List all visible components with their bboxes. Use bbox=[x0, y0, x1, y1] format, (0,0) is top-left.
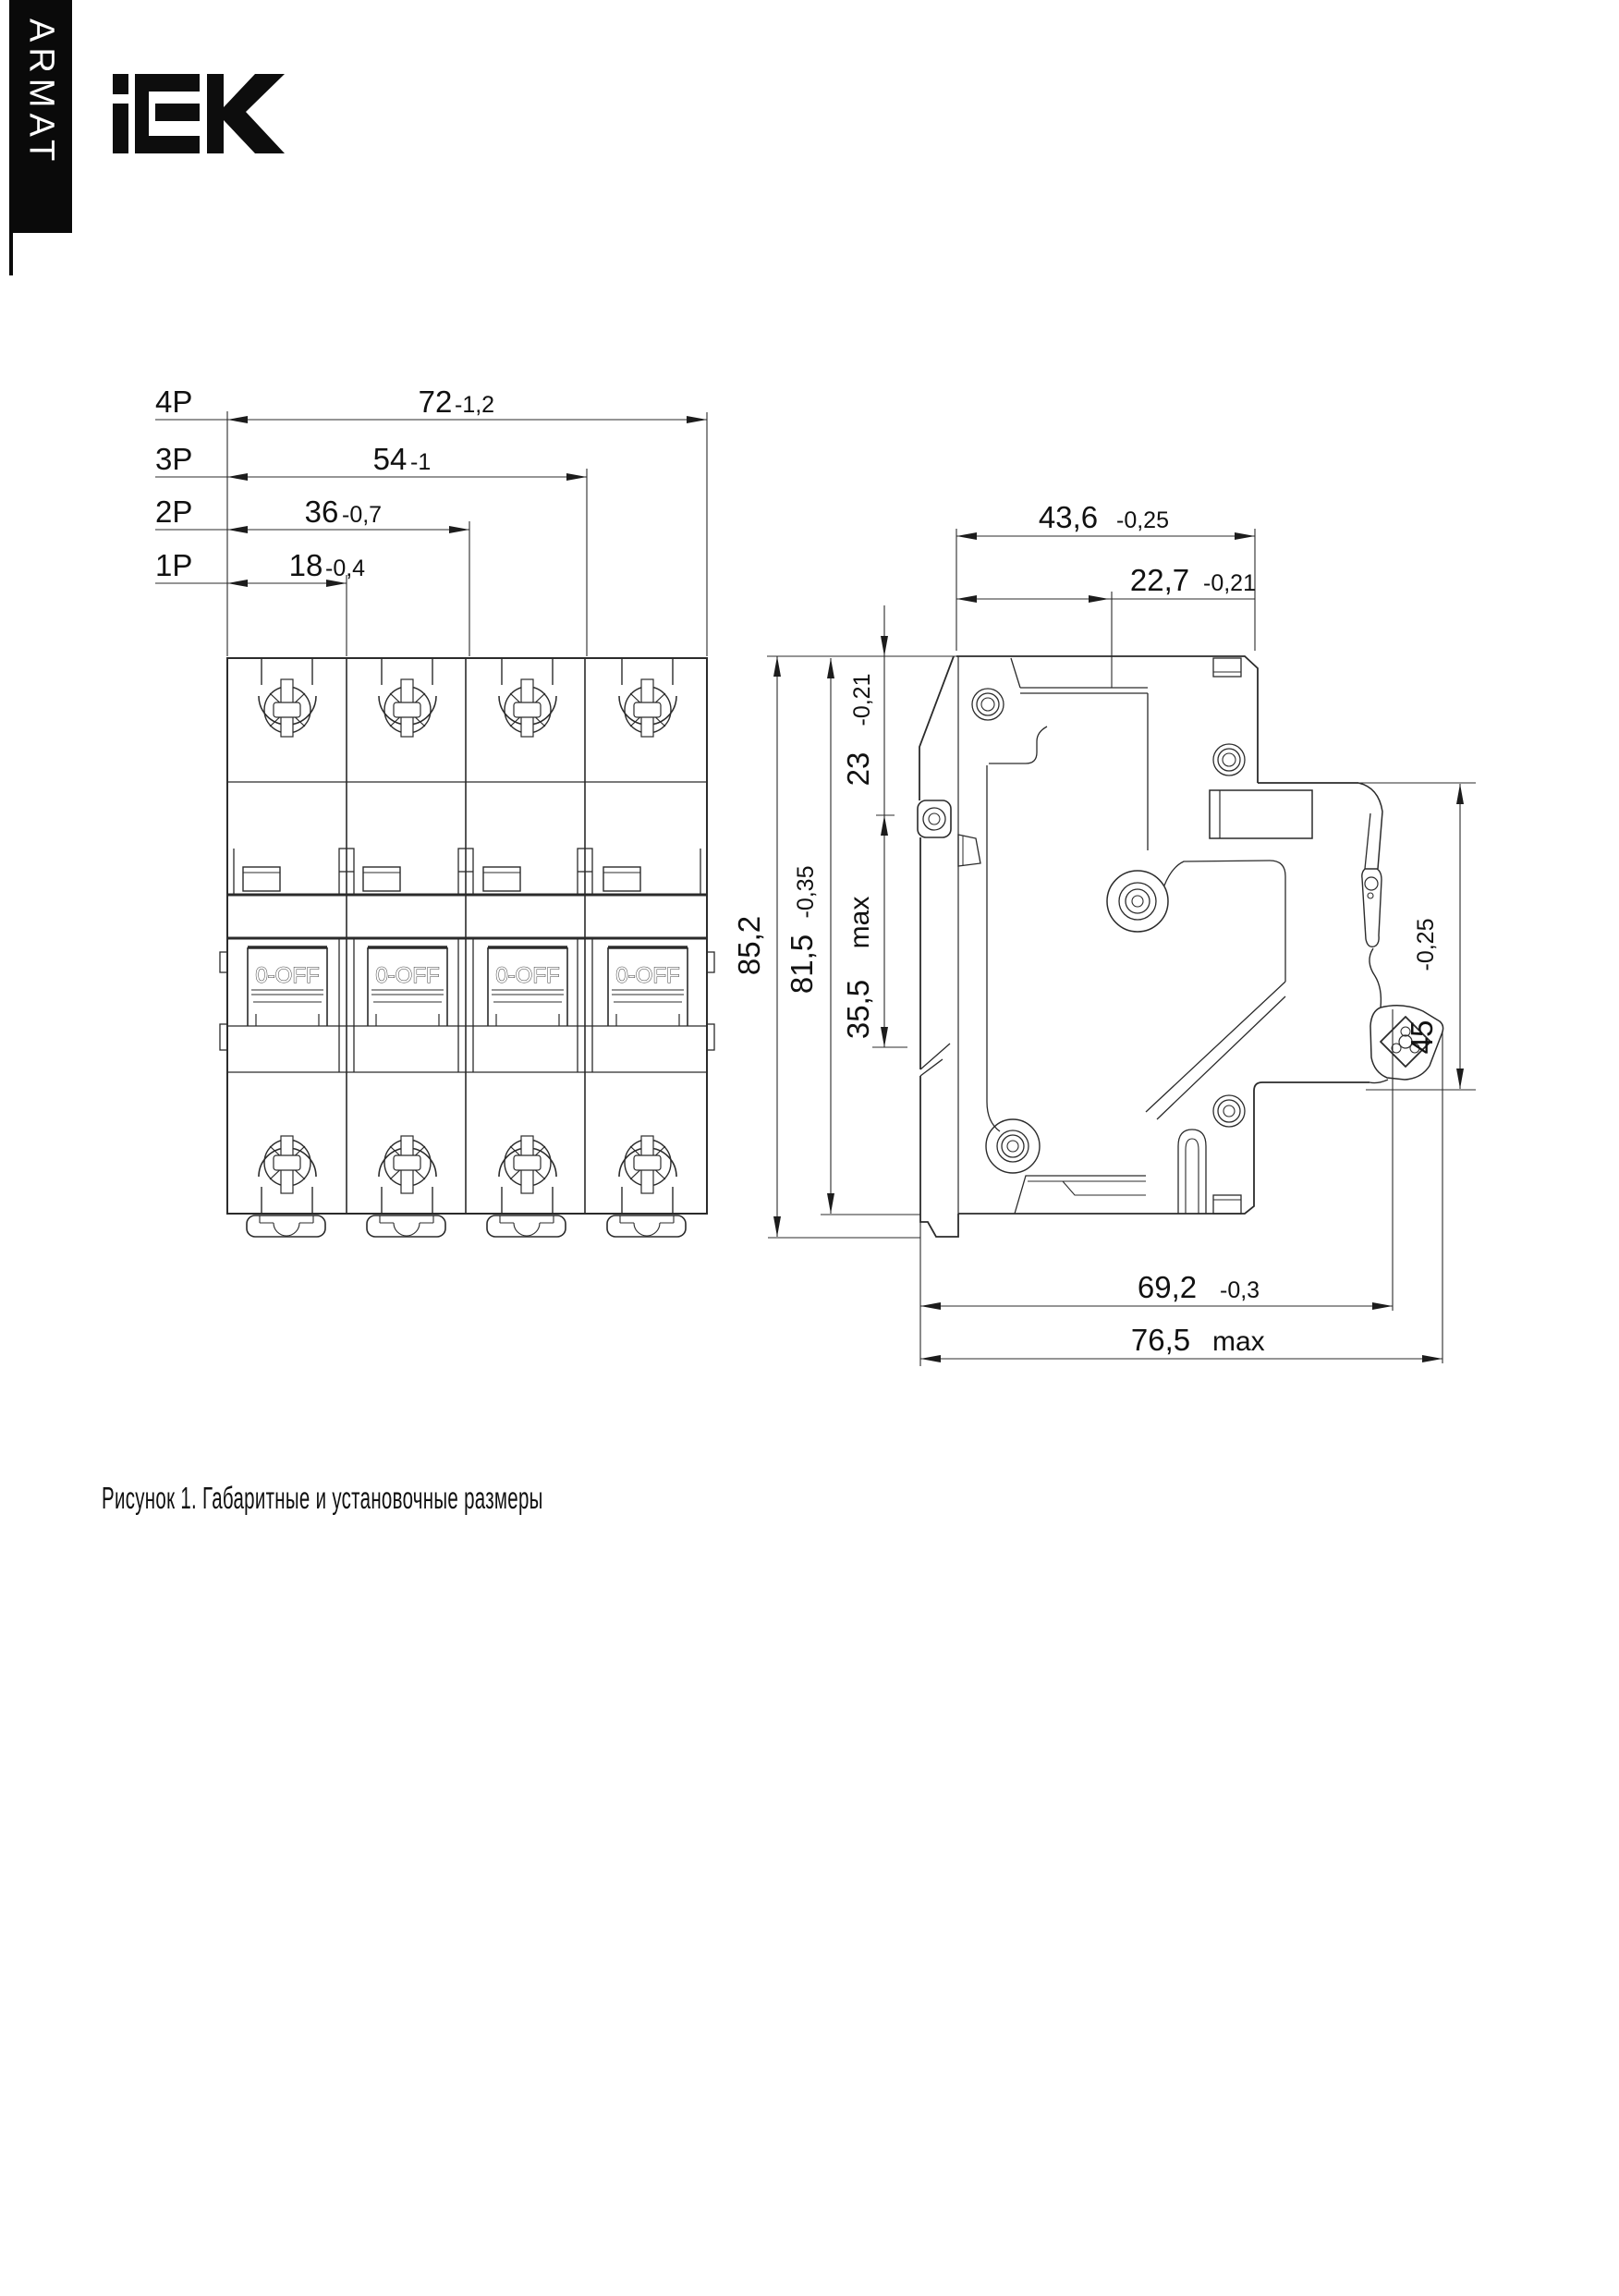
dim-depth: 69,2 bbox=[1137, 1270, 1198, 1304]
dim-depth-top: 43,6 bbox=[1038, 500, 1099, 534]
dim-front-height-tol: -0,25 bbox=[1413, 918, 1439, 971]
pole-label-1p: 1P bbox=[155, 548, 193, 582]
dim-depth-total-suffix: max bbox=[1212, 1326, 1265, 1357]
pole-label-4p: 4P bbox=[155, 385, 193, 419]
pole-label-3p: 3P bbox=[155, 442, 193, 476]
dim-hole-offset: 23 bbox=[841, 751, 875, 787]
pole-label-2p: 2P bbox=[155, 495, 193, 529]
dim-width-1p-tol: -0,4 bbox=[325, 556, 366, 581]
dim-width-4p-tol: -1,2 bbox=[455, 392, 495, 418]
dim-width-2p-tol: -0,7 bbox=[342, 502, 383, 528]
dim-width-3p: 54 bbox=[372, 442, 408, 476]
dim-front-height: 45 bbox=[1405, 1020, 1439, 1055]
armat-label: ARMAT bbox=[21, 18, 61, 167]
dim-height: 81,5 bbox=[785, 934, 819, 995]
dim-height-tol: -0,35 bbox=[793, 865, 819, 919]
dim-slot: 35,5 bbox=[841, 979, 875, 1040]
dim-depth-inner-tol: -0,21 bbox=[1203, 570, 1256, 596]
figure-caption: Рисунок 1. Габаритные и установочные размеры bbox=[102, 1481, 543, 1515]
front-view bbox=[155, 385, 714, 1237]
side-view-dimensions bbox=[732, 500, 1476, 1366]
dim-hole-offset-tol: -0,21 bbox=[849, 673, 875, 727]
dim-slot-suffix: max bbox=[845, 896, 875, 949]
dim-width-1p: 18 bbox=[288, 548, 323, 582]
dim-width-3p-tol: -1 bbox=[410, 449, 432, 475]
dim-depth-total: 76,5 bbox=[1130, 1323, 1191, 1357]
dim-width-4p: 72 bbox=[418, 385, 453, 419]
front-view-dimensions bbox=[155, 385, 707, 656]
dimensional-drawing: 0-OFF 4P 3P 2P 1P 72 -1,2 54 -1 36 -0,7 18 -0,4 43,6 -0,25 22,7 -0,21 23 -0,21 35,5 max 81,5 -0,35 85,2 45 -0,25 69,2 -0,3 76,5 max bbox=[0, 0, 1619, 2296]
dim-depth-tol: -0,3 bbox=[1220, 1277, 1260, 1303]
dim-height-total: 85,2 bbox=[732, 915, 766, 976]
dim-depth-top-tol: -0,25 bbox=[1116, 507, 1169, 533]
dim-depth-inner: 22,7 bbox=[1129, 563, 1190, 597]
side-view bbox=[732, 500, 1476, 1366]
dim-width-2p: 36 bbox=[304, 495, 339, 529]
